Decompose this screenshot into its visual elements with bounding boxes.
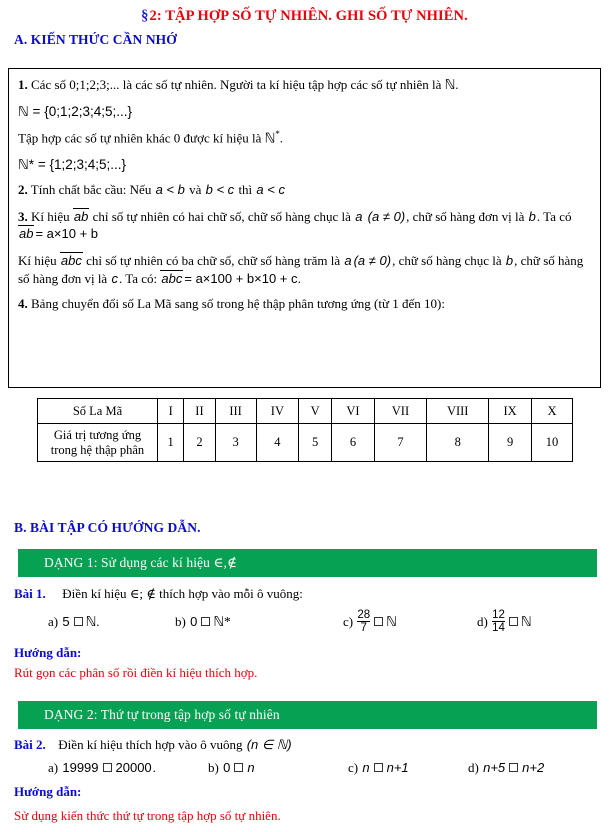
answer-box-1a[interactable] (74, 617, 83, 626)
option-2a-key: a) (48, 760, 59, 775)
answer-box-1d[interactable] (509, 617, 518, 626)
exercise-1-options (0, 610, 609, 642)
option-2b-rhs: n (247, 760, 255, 775)
option-2a-rhs: 20000 (115, 760, 152, 775)
table-cell-roman-1: II (184, 399, 215, 424)
nstar-text: Tập hợp các số tự nhiên khác 0 được kí hiệu là (18, 130, 262, 146)
option-2a (48, 760, 156, 776)
table-cell-roman-7: VIII (427, 399, 489, 424)
item-4-text: Bảng chuyển đổi số La Mã sang số trong hệ thập phân tương ứng (từ 1 đến 10): (31, 296, 445, 312)
answer-box-2b[interactable] (234, 763, 243, 772)
fraction-1c (357, 609, 370, 635)
decimal-label-line-1: Giá trị tương ứng (53, 427, 142, 442)
item-3b-var-b: b (505, 252, 514, 268)
overline-ab: ab (73, 208, 89, 224)
item-1-tail: . (455, 77, 459, 92)
table-cell-decimal-5: 6 (332, 424, 375, 462)
exercise-1-line (14, 586, 303, 602)
exercise-2-text: Điền kí hiệu thích hợp vào ô vuông (58, 737, 243, 752)
table-row-romans (38, 399, 573, 424)
table-cell-decimal-2: 3 (215, 424, 256, 462)
option-1a-lhs: 5 (62, 614, 70, 629)
exercise-2-line (14, 737, 293, 753)
overline-abc-equation: abc (161, 270, 183, 286)
answer-box-2d[interactable] (509, 763, 518, 772)
hint-2-text: Sử dụng kiến thức thứ tự trong tập hợp số tự nhiên. (14, 808, 281, 823)
item-2-number: 2. (18, 182, 28, 198)
item-1-number: 1. (18, 77, 28, 92)
item-3b-var-a: a (344, 252, 352, 268)
answer-box-1b[interactable] (201, 617, 210, 626)
option-1a-key: a) (48, 614, 59, 629)
knowledge-box (8, 68, 601, 388)
item-3-var-a: a (355, 208, 363, 224)
hint-1-label: Hướng dẫn: (14, 645, 82, 660)
option-2d-lhs: n+5 (483, 760, 506, 775)
item-3-condition-a: (a ≠ 0) (367, 208, 406, 224)
option-1c-rhs: ℕ (386, 613, 397, 629)
nstar-superscript: * (275, 128, 280, 139)
overline-abc: abc (60, 252, 82, 268)
option-2d-key: d) (468, 760, 479, 775)
item-2-conj-1: và (189, 182, 202, 198)
item-3-equation: = a×10 + b (35, 226, 98, 242)
fraction-1d-denominator: 14 (492, 622, 505, 635)
hint-1-text: Rút gọn các phân số rồi điền kí hiệu thích hợp. (14, 665, 258, 680)
option-1b-lhs: 0 (190, 614, 198, 629)
answer-box-2c[interactable] (374, 763, 383, 772)
option-2a-lhs: 19999 (62, 760, 99, 775)
table-cell-roman-6: VII (374, 399, 426, 424)
set-nstar-definition: ℕ* = {1;2;3;4;5;...} (18, 156, 127, 172)
option-1b-key: b) (175, 614, 186, 629)
table-cell-decimal-8: 9 (489, 424, 532, 462)
option-2d-rhs: n+2 (522, 760, 545, 775)
fraction-1d (492, 609, 505, 635)
table-row-decimals (38, 424, 573, 462)
fraction-1d-numerator: 12 (492, 609, 505, 621)
table-cell-roman-9: X (531, 399, 572, 424)
item-3b-var-c: c (111, 270, 118, 286)
fraction-1c-numerator: 28 (357, 609, 371, 621)
item-3b-text-a: Kí hiệu (18, 252, 57, 268)
item-3-number: 3. (18, 208, 28, 224)
knowledge-item-3-para-2 (18, 252, 591, 287)
knowledge-item-1 (18, 76, 591, 94)
page-title (0, 0, 609, 25)
option-2c-lhs: n (362, 760, 370, 775)
item-3b-condition-a: (a ≠ 0) (353, 252, 392, 268)
item-2-expr-1: a < b (155, 182, 185, 198)
answer-box-1c[interactable] (374, 617, 383, 626)
item-3-text-d: . Ta có (536, 208, 572, 224)
option-1a (48, 614, 99, 630)
set-n-definition: ℕ = {0;1;2;3;4;5;...} (18, 103, 133, 119)
option-1b-rhs: ℕ* (213, 614, 231, 629)
exercise-2-condition: (n ∈ ℕ) (246, 737, 292, 752)
answer-box-2a[interactable] (103, 763, 112, 772)
decimal-label-line-2: trong hệ thập phân (50, 442, 145, 457)
knowledge-item-2 (18, 182, 591, 199)
table-cell-decimal-9: 10 (531, 424, 572, 462)
exercise-1-label: Bài 1. (14, 586, 46, 601)
knowledge-item-3-para-1 (18, 208, 591, 243)
item-3-text-b: chỉ số tự nhiên có hai chữ số, chữ số hàng chục là (92, 208, 351, 224)
table-cell-roman-3: IV (256, 399, 299, 424)
option-2d (468, 760, 545, 776)
option-1b (175, 614, 231, 630)
item-2-label: Tính chất bắc cầu: Nếu (30, 182, 152, 198)
option-1a-rhs: ℕ (85, 614, 97, 629)
item-1-text: Các số 0;1;2;3;... là các số tự nhiên. Người ta kí hiệu tập hợp các số tự nhiên là (31, 77, 442, 92)
section-mark-icon: § (141, 8, 149, 24)
option-2c (348, 760, 410, 776)
exercise-2-label: Bài 2. (14, 737, 46, 752)
table-cell-roman-5: VI (332, 399, 375, 424)
option-2a-tail: . (152, 760, 156, 775)
option-2b-key: b) (208, 760, 219, 775)
table-header-decimal-label (38, 424, 158, 462)
table-cell-roman-0: I (158, 399, 184, 424)
heading-section-a: A. KIẾN THỨC CẦN NHỚ (14, 32, 177, 47)
option-1d (477, 610, 532, 636)
banner-dang-1: DẠNG 1: Sử dụng các kí hiệu ∈,∉ (18, 549, 597, 577)
page-title-text: 2: TẬP HỢP SỐ TỰ NHIÊN. GHI SỐ TỰ NHIÊN. (149, 8, 468, 24)
option-2c-rhs: n+1 (386, 760, 409, 775)
hint-2-label: Hướng dẫn: (14, 784, 82, 799)
item-3-text-c: , chữ số hàng đơn vị là (406, 208, 525, 224)
option-1c (343, 610, 397, 636)
overline-ab-equation: ab (19, 226, 34, 242)
item-3-text-a: Kí hiệu (31, 208, 70, 224)
table-cell-roman-4: V (299, 399, 332, 424)
table-cell-decimal-3: 4 (256, 424, 299, 462)
option-1a-tail: . (96, 614, 100, 629)
option-2c-key: c) (348, 760, 359, 775)
item-2-expr-2: b < c (205, 182, 235, 198)
nstar-tail: . (279, 130, 283, 146)
item-3b-text-b: chỉ số tự nhiên có ba chữ số, chữ số hàng trăm là (86, 252, 341, 268)
item-4-number: 4. (18, 296, 28, 312)
option-1d-rhs: ℕ (520, 613, 532, 629)
knowledge-nstar-line (18, 129, 591, 147)
option-1c-key: c) (343, 613, 354, 629)
table-cell-decimal-6: 7 (374, 424, 426, 462)
option-2b-lhs: 0 (223, 760, 231, 775)
nstar-symbol: ℕ (264, 130, 276, 146)
option-1d-key: d) (477, 613, 488, 629)
fraction-1c-denominator: 7 (357, 621, 370, 634)
table-cell-decimal-7: 8 (427, 424, 489, 462)
table-cell-roman-2: III (215, 399, 256, 424)
item-3b-text-d: , chữ số hàng số hàng đơn vị là (18, 252, 584, 286)
exercise-1-text: Điền kí hiệu ∈; ∉ thích hợp vào mỗi ô vuông: (62, 586, 303, 601)
item-3b-text-c: , chữ số hàng chục là (392, 252, 502, 268)
item-3-var-b: b (528, 208, 536, 224)
banner-dang-2: DẠNG 2: Thứ tự trong tập hợp số tự nhiên (18, 701, 597, 729)
table-cell-roman-8: IX (489, 399, 532, 424)
roman-numeral-table (37, 398, 573, 462)
exercise-2-options (0, 758, 609, 782)
table-cell-decimal-4: 5 (299, 424, 332, 462)
option-2b (208, 760, 256, 776)
item-2-expr-3: a < c (256, 182, 285, 198)
natural-number-symbol: ℕ (444, 77, 456, 92)
item-2-conj-2: thì (238, 182, 253, 198)
table-cell-decimal-0: 1 (158, 424, 184, 462)
item-3b-equation: = a×100 + b×10 + c. (184, 270, 302, 286)
table-header-roman-label: Số La Mã (38, 399, 158, 424)
table-cell-decimal-1: 2 (184, 424, 215, 462)
knowledge-item-4 (18, 296, 591, 313)
item-3b-text-e: . Ta có: (118, 270, 158, 286)
heading-section-b: B. BÀI TẬP CÓ HƯỚNG DẪN. (14, 520, 201, 535)
